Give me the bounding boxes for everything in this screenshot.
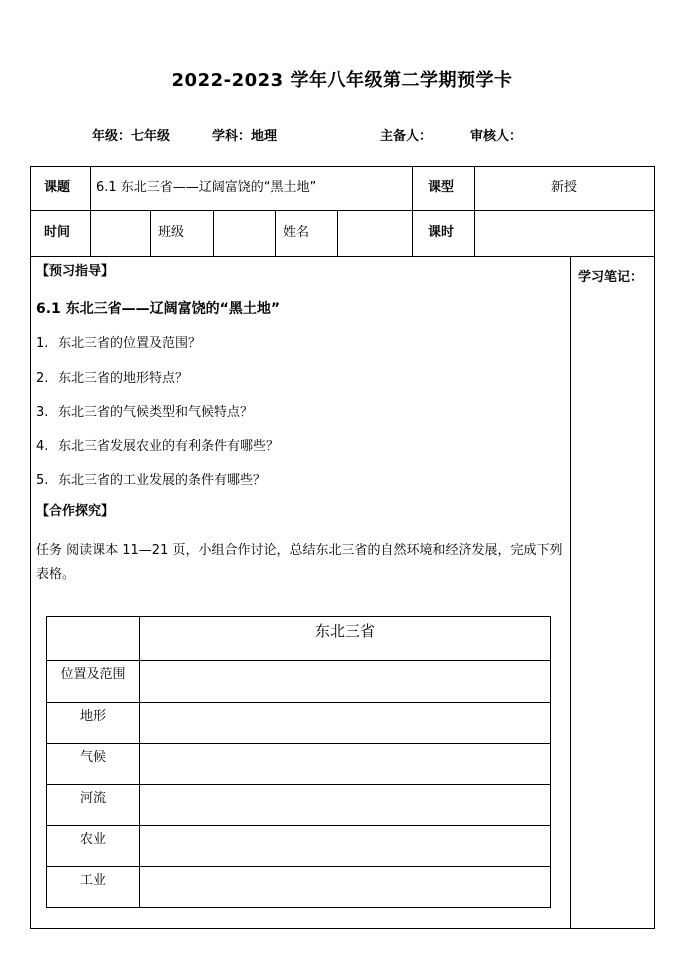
col-div-4 <box>150 210 151 257</box>
time-label: 时间 <box>44 225 71 240</box>
inner-table-line-3 <box>46 743 551 744</box>
question-number: 1. <box>36 336 49 351</box>
meta-preparer: 主备人： <box>380 129 433 144</box>
row-label-climate: 气候 <box>79 750 106 765</box>
question-5 <box>36 469 266 488</box>
row-label-terrain: 地形 <box>79 709 106 724</box>
question-text: 东北三省的工业发展的条件有哪些？ <box>58 473 267 488</box>
inner-table-top <box>46 616 551 617</box>
notes-label: 学习笔记： <box>578 270 644 285</box>
question-number: 3. <box>36 405 49 420</box>
type-value: 新授 <box>550 180 577 195</box>
inner-table-bottom <box>46 907 551 908</box>
question-text: 东北三省的气候类型和气候特点？ <box>58 405 254 420</box>
notes-divider <box>570 256 571 929</box>
inner-table-right <box>550 616 551 908</box>
question-text: 东北三省的地形特点？ <box>58 371 189 386</box>
question-number: 5. <box>36 473 49 488</box>
meta-subject: 学科：地理 <box>212 129 278 144</box>
task-text: 任务 阅读课本 11—21 页，小组合作讨论，总结东北三省的自然环境和经济发展，完成下列表格。 <box>36 543 563 582</box>
frame-bottom <box>30 928 655 929</box>
col-div-7 <box>337 210 338 257</box>
inner-table-line-4 <box>46 784 551 785</box>
col-div-5 <box>213 210 214 257</box>
frame-top <box>30 166 655 167</box>
frame-row1-bottom <box>30 210 655 211</box>
question-text: 东北三省发展农业的有利条件有哪些？ <box>58 439 280 454</box>
inner-table-line-2 <box>46 702 551 703</box>
question-2 <box>36 367 188 386</box>
type-label: 课型 <box>428 180 455 195</box>
question-number: 2. <box>36 371 49 386</box>
row-label-rivers: 河流 <box>79 791 106 806</box>
frame-left <box>30 166 31 929</box>
meta-reviewer: 审核人： <box>470 129 523 144</box>
question-text: 东北三省的位置及范围？ <box>58 336 202 351</box>
col-div-6 <box>275 210 276 257</box>
meta-grade: 年级：七年级 <box>92 129 171 144</box>
row-label-industry: 工业 <box>79 873 106 888</box>
page-title: 2022-2023 学年八年级第二学期预学卡 <box>171 70 513 91</box>
class-label: 班级 <box>158 225 185 240</box>
col-div-2 <box>412 166 413 257</box>
inner-table-left <box>46 616 47 908</box>
row-label-agriculture: 农业 <box>79 832 106 847</box>
coop-heading: 【合作探究】 <box>36 504 115 519</box>
name-label: 姓名 <box>283 225 310 240</box>
topic-value: 6.1 东北三省——辽阔富饶的“黑土地” <box>96 180 317 195</box>
preview-heading: 【预习指导】 <box>36 264 115 279</box>
lesson-title: 6.1 东北三省——辽阔富饶的“黑土地” <box>36 301 281 317</box>
inner-table-line-1 <box>46 660 551 661</box>
question-4 <box>36 435 279 454</box>
inner-table-header: 东北三省 <box>314 622 375 640</box>
inner-table-line-6 <box>46 866 551 867</box>
period-label: 课时 <box>428 225 455 240</box>
frame-row2-bottom <box>30 256 655 257</box>
inner-table-mid <box>139 616 140 908</box>
col-div-1 <box>90 166 91 257</box>
frame-right <box>654 166 655 929</box>
row-label-location: 位置及范围 <box>60 667 126 682</box>
question-1 <box>36 332 201 351</box>
inner-table-line-5 <box>46 825 551 826</box>
question-number: 4. <box>36 439 49 454</box>
topic-label: 课题 <box>44 180 71 195</box>
question-3 <box>36 401 253 420</box>
